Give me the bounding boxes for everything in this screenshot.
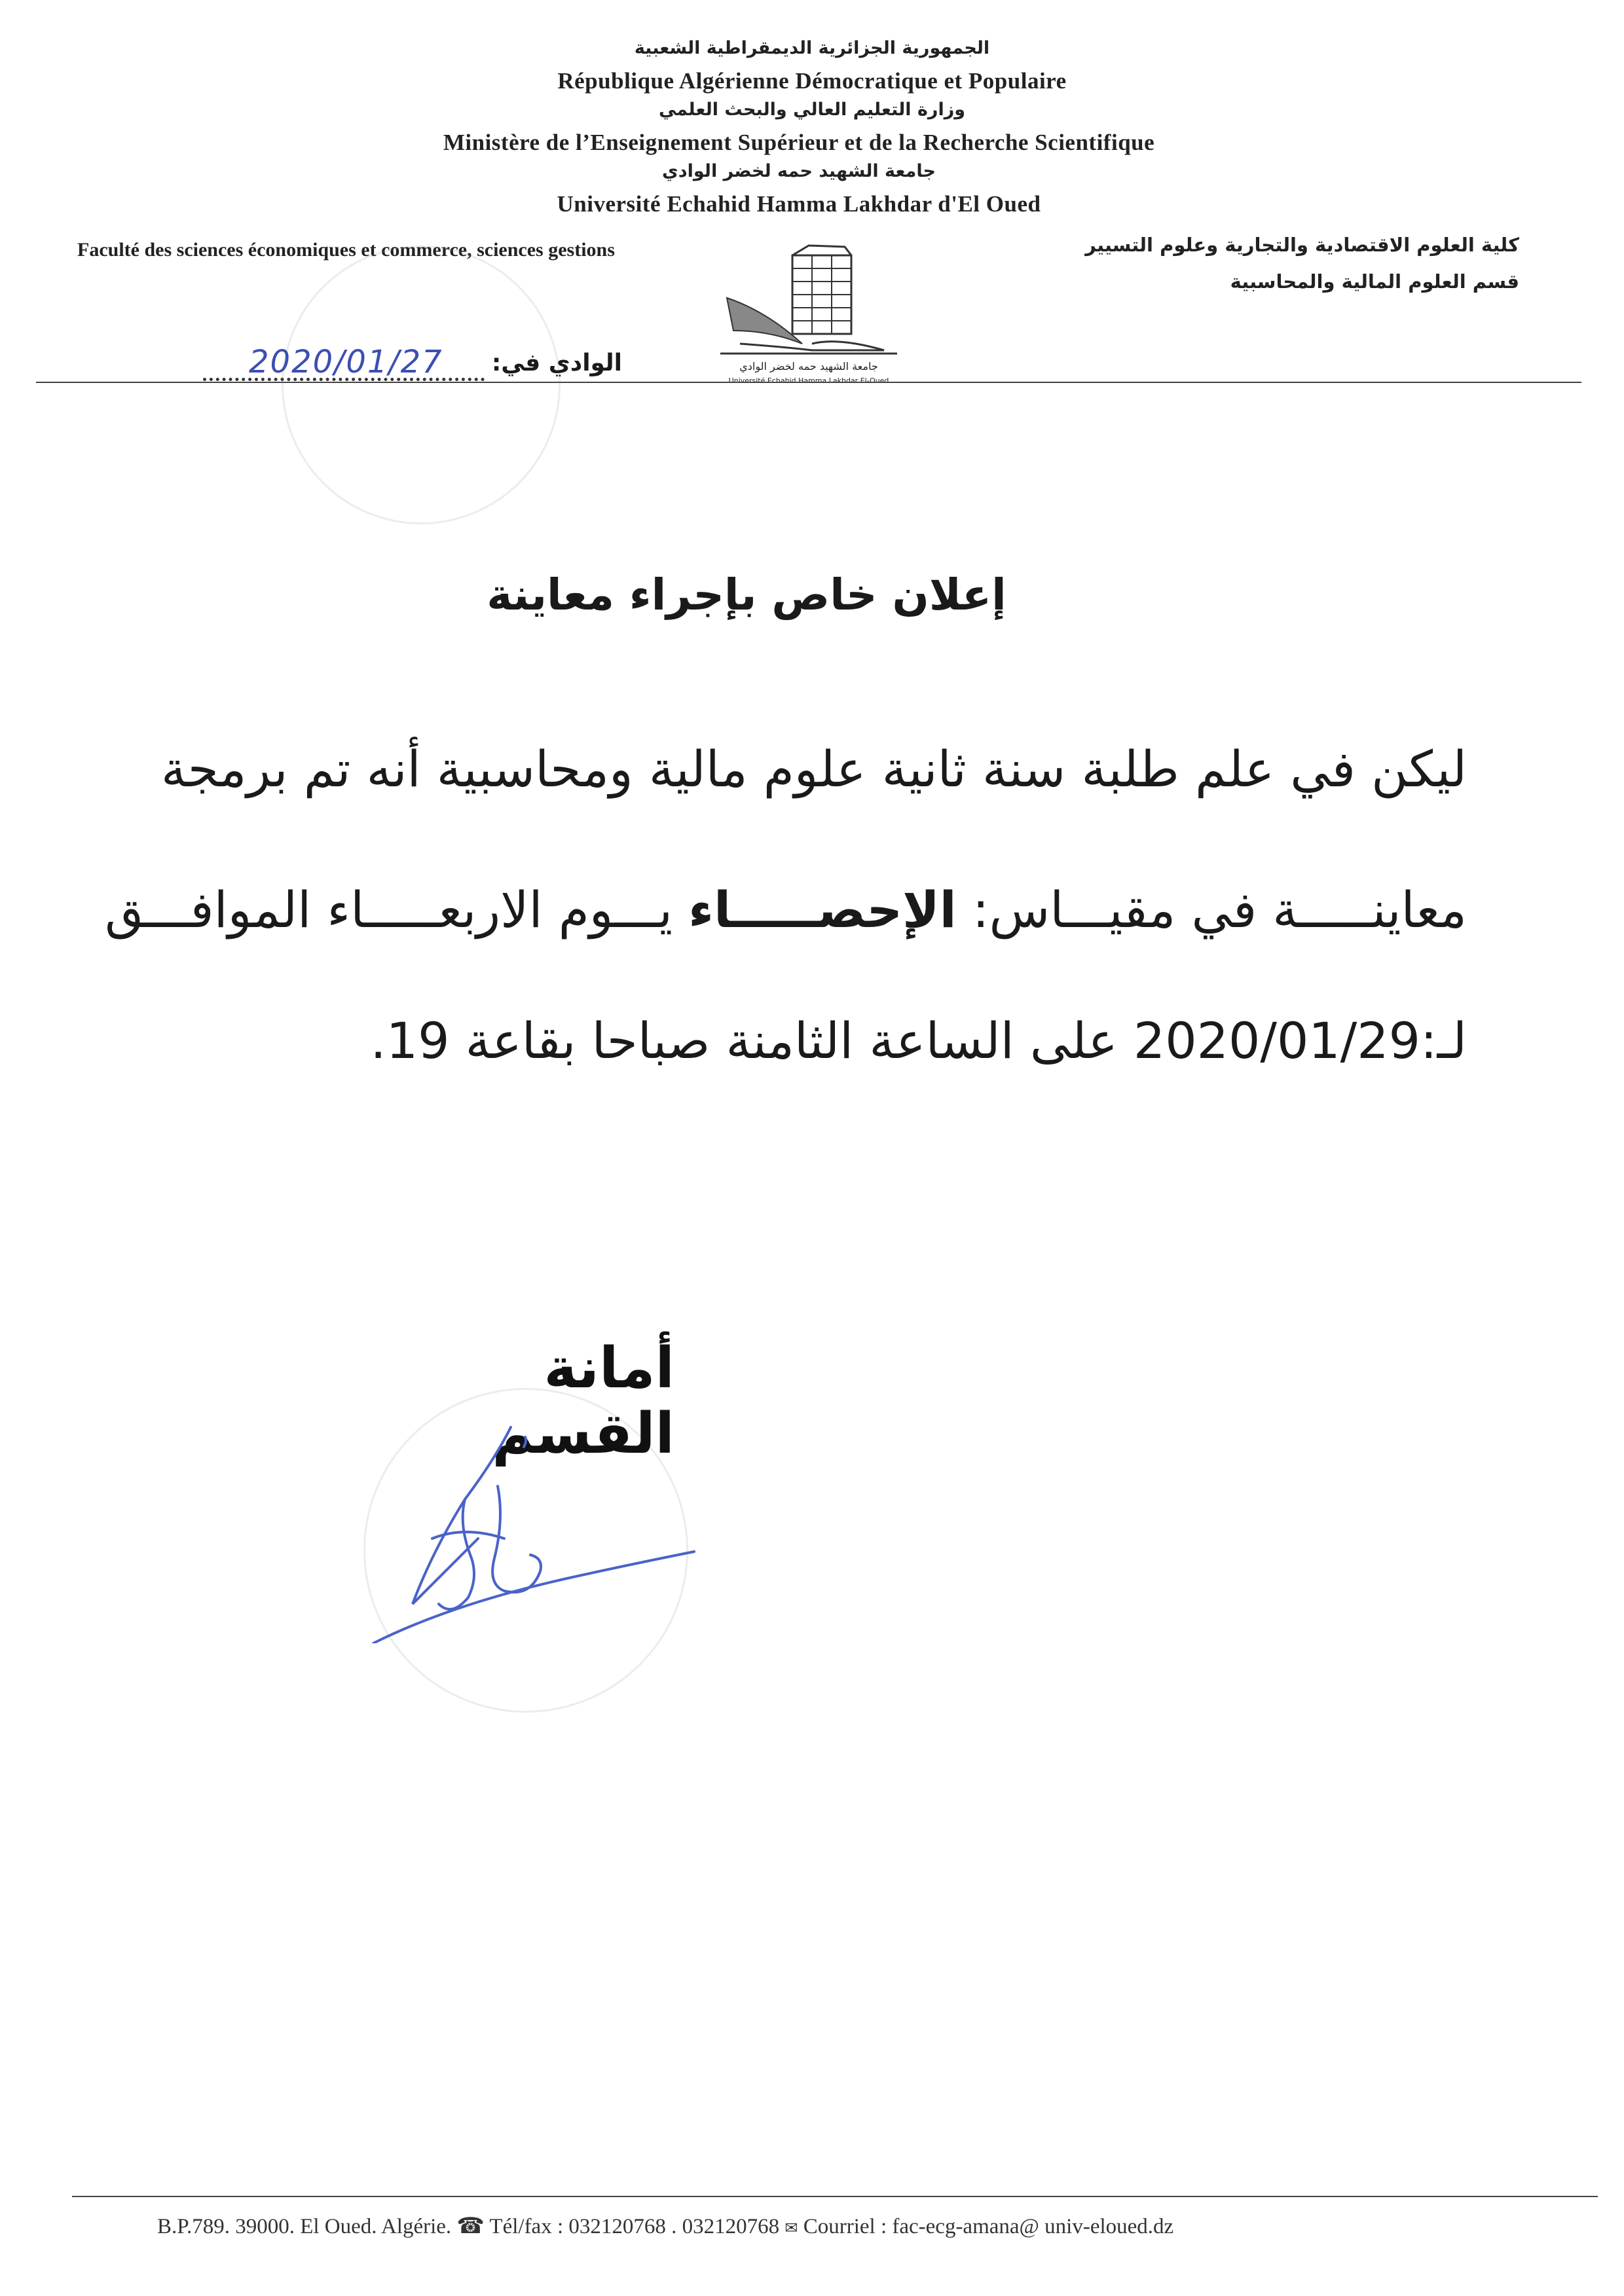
line2-prefix: معاينـــــة في مقيـــاس: — [956, 881, 1467, 939]
telephone-icon: ☎ — [456, 2213, 485, 2239]
footer-tel: Tél/fax : 032120768 . 032120768 — [489, 2215, 780, 2238]
announcement-title: إعلان خاص بإجراء معاينة — [487, 570, 1006, 620]
footer — [157, 2213, 1624, 2239]
header-divider — [36, 382, 1581, 383]
republic-fr: République Algérienne Démocratique et Populaire — [557, 68, 1067, 94]
university-logo — [714, 239, 904, 390]
university-ar: جامعة الشهيد حمه لخضر الوادي — [662, 161, 936, 181]
university-fr: Université Echahid Hamma Lakhdar d'El Oued — [557, 191, 1041, 217]
logo-caption-fr: Université Echahid Hamma Lakhdar El-Oued — [728, 376, 889, 385]
logo-caption-ar: جامعة الشهيد حمه لخضر الوادي — [739, 360, 878, 373]
faculty-ar: كلية العلوم الاقتصادية والتجارية وعلوم التسيير — [1085, 234, 1519, 256]
ministry-fr: Ministère de l’Enseignement Supérieur et de la Recherche Scientifique — [443, 130, 1155, 155]
footer-address: B.P.789. 39000. El Oued. Algérie. — [157, 2215, 452, 2238]
republic-ar: الجمهورية الجزائرية الديمقراطية الشعبية — [634, 38, 990, 58]
announcement-line-1: ليكن في علم طلبة سنة ثانية علوم مالية ومحاسبية أنه تم برمجة — [160, 740, 1467, 798]
faculty-department-ar — [982, 227, 1519, 300]
department-ar: قسم العلوم المالية والمحاسبية — [1230, 270, 1519, 293]
signature-title: أمانة القسم — [492, 1336, 674, 1467]
announcement-line-3: لـ:2020/01/29 على الساعة الثامنة صباحا بقاعة 19. — [370, 1011, 1467, 1070]
date-row — [196, 344, 622, 386]
ministry-ar: وزارة التعليم العالي والبحث العلمي — [658, 100, 966, 120]
handwritten-date: 2020/01/27 — [249, 344, 443, 380]
faculty-fr: Faculté des sciences économiques et commerce, sciences gestions — [77, 239, 615, 261]
footer-email: Courriel : fac-ecg-amana@ univ-eloued.dz — [803, 2215, 1174, 2238]
date-label: الوادي في: — [491, 350, 622, 376]
subject-name: الإحصـــــاء — [688, 881, 957, 939]
announcement-line-2 — [105, 881, 1467, 939]
mail-icon: ✉ — [784, 2219, 798, 2237]
handwritten-signature — [354, 1408, 720, 1643]
line2-suffix: يـــوم الاربعـــــاء الموافـــق — [105, 881, 689, 939]
footer-divider — [72, 2196, 1598, 2197]
